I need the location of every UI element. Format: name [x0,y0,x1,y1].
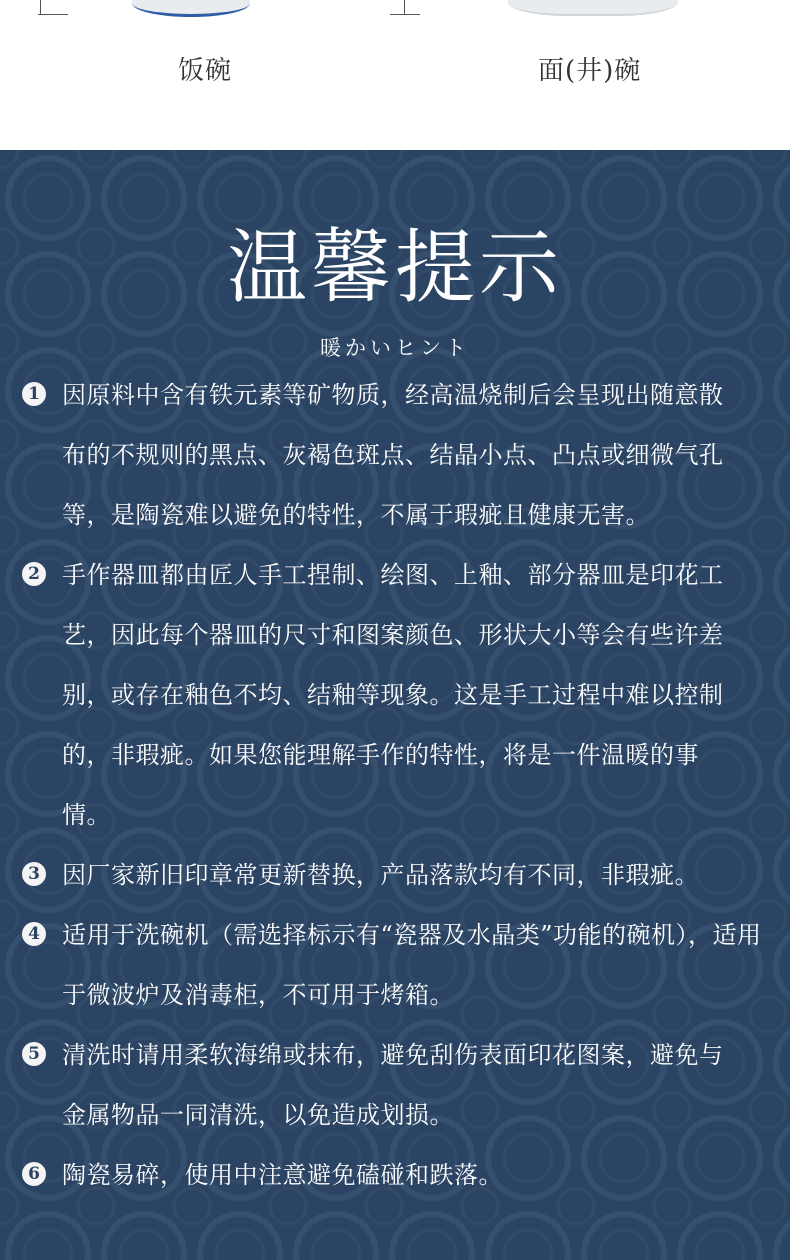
noodle-bowl-label: 面(井)碗 [538,56,642,86]
tip-text: 适用于洗碗机（需选择标示有“瓷器及水晶类”功能的碗机），适用于微波炉及消毒柜，不可用于烤箱。 [62,921,762,1009]
rice-bowl-label: 饭碗 [178,56,233,86]
tips-subtitle: 暖かいヒント [320,336,470,360]
tip-text: 清洗时请用柔软海绵或抹布，避免刮伤表面印花图案，避免与金属物品一同清洗，以免造成划损。 [62,1041,724,1129]
number-badge: 1 [22,382,46,406]
product-labels-section [0,0,790,150]
dimension-line [390,14,420,15]
number-badge: 4 [22,922,46,946]
dimension-mark [40,0,41,14]
rice-bowl-image [132,0,250,17]
noodle-bowl-image [508,0,678,16]
tip-text: 陶瓷易碎，使用中注意避免磕碰和跌落。 [62,1161,503,1189]
tip-text: 手作器皿都由匠人手工捏制、绘图、上釉、部分器皿是印花工艺，因此每个器皿的尺寸和图案颜色、形状大小等会有些许差别，或存在釉色不均、结釉等现象。这是手工过程中难以控制的，非瑕疵。如果您能理解手作的特性，将是一件温暖的事情。 [62,561,724,829]
tip-text: 因原料中含有铁元素等矿物质，经高温烧制后会呈现出随意散布的不规则的黑点、灰褐色斑点、结晶小点、凸点或细微气孔等，是陶瓷难以避免的特性，不属于瑕疵且健康无害。 [62,381,724,529]
number-badge: 6 [22,1162,46,1186]
tips-title: 温馨提示 [227,221,563,314]
dimension-line [38,14,68,15]
number-badge: 5 [22,1042,46,1066]
tips-panel [0,150,790,1260]
number-badge: 3 [22,862,46,886]
number-badge: 2 [22,562,46,586]
dimension-mark [404,0,405,14]
tip-text: 因厂家新旧印章常更新替换，产品落款均有不同，非瑕疵。 [62,861,699,889]
